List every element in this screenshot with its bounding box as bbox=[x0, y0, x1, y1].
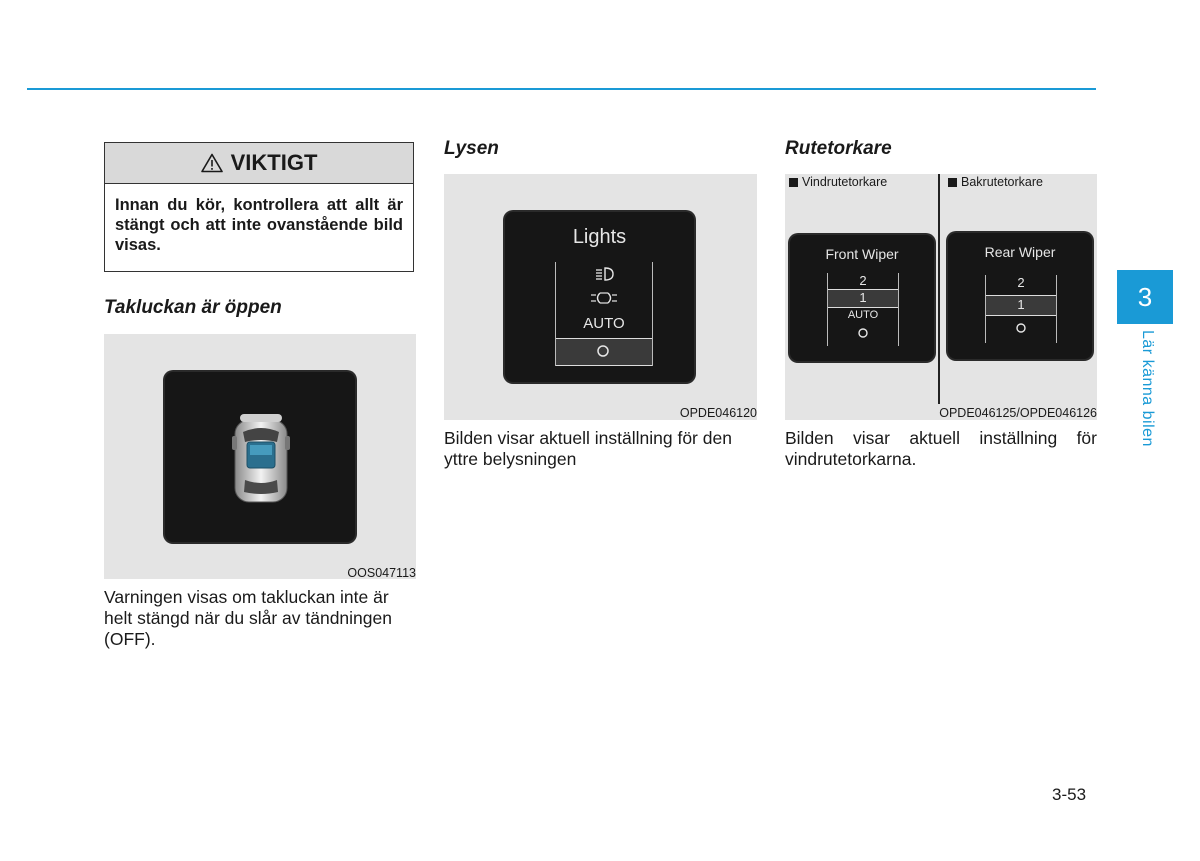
sunroof-image-code: OOS047113 bbox=[347, 566, 416, 580]
wiper-image-divider bbox=[938, 174, 940, 404]
lights-description: Bilden visar aktuell inställning för den yttre belysningen bbox=[444, 428, 732, 469]
wiper-option: 1 bbox=[1017, 297, 1025, 312]
wiper-description: Bilden visar aktuell inställning för vindrutetorkarna. bbox=[785, 428, 1097, 469]
lights-option-list bbox=[555, 262, 653, 366]
wiper-option: AUTO bbox=[847, 309, 879, 321]
car-top-view-icon bbox=[232, 412, 290, 508]
bullet-square-icon bbox=[948, 178, 957, 187]
front-wiper-option-list bbox=[827, 273, 899, 346]
lights-screen bbox=[505, 212, 694, 382]
off-icon bbox=[596, 344, 610, 358]
lights-image-code: OPDE046120 bbox=[679, 406, 757, 420]
wiper-option: 2 bbox=[859, 273, 867, 288]
sunroof-description: Varningen visas om takluckan inte är helt stängd när du slår av tändningen (OFF). bbox=[104, 587, 392, 649]
lights-heading: Lysen bbox=[444, 138, 499, 159]
header-rule bbox=[27, 88, 1096, 90]
warning-triangle-icon bbox=[201, 153, 223, 173]
rear-wiper-label: Bakrutetorkare bbox=[948, 175, 1043, 189]
front-wiper-display-title: Front Wiper bbox=[825, 246, 899, 262]
page-number: 3-53 bbox=[1052, 785, 1087, 804]
cluster-screen bbox=[165, 372, 355, 542]
warning-header bbox=[105, 143, 413, 184]
wiper-image-code: OPDE046125/OPDE046126 bbox=[939, 406, 1097, 420]
off-icon bbox=[828, 327, 898, 341]
rear-wiper-screen bbox=[948, 233, 1092, 359]
rear-wiper-display-title: Rear Wiper bbox=[984, 244, 1056, 260]
front-wiper-screen bbox=[790, 235, 934, 361]
warning-title: VIKTIGT bbox=[230, 150, 318, 175]
warning-text: Innan du kör, kontrollera att allt är stängt och att inte ovanstående bild visas. bbox=[115, 196, 403, 254]
parking-lamp-icon bbox=[556, 290, 652, 308]
sunroof-image bbox=[104, 334, 416, 579]
lights-display-title: Lights bbox=[572, 226, 627, 248]
headlamp-icon bbox=[556, 266, 652, 284]
wiper-option: 2 bbox=[1017, 275, 1025, 290]
wiper-option: 1 bbox=[859, 290, 867, 305]
rear-wiper-option-list bbox=[985, 275, 1057, 343]
chapter-tab: 3 bbox=[1117, 270, 1173, 324]
warning-box bbox=[104, 142, 414, 272]
chapter-label: Lär känna bilen bbox=[1139, 330, 1156, 447]
sunroof-heading: Takluckan är öppen bbox=[104, 297, 282, 318]
wiper-heading: Rutetorkare bbox=[785, 138, 892, 159]
selected-option-highlight bbox=[556, 338, 652, 366]
off-icon bbox=[986, 322, 1056, 336]
bullet-square-icon bbox=[789, 178, 798, 187]
lights-image bbox=[444, 174, 757, 420]
front-wiper-label: Vindrutetorkare bbox=[789, 175, 887, 189]
auto-option: AUTO bbox=[583, 315, 625, 332]
